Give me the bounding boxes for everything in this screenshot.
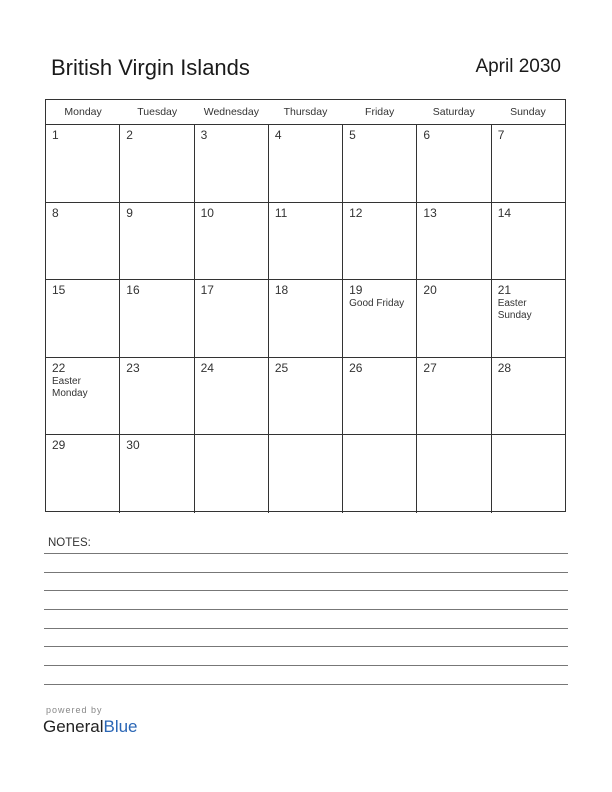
- day-cell: [120, 280, 194, 357]
- day-number: 24: [200, 360, 214, 375]
- brand-general: General: [43, 717, 104, 736]
- day-number: 27: [423, 360, 437, 375]
- day-cell: [417, 203, 491, 280]
- note-line: [44, 684, 568, 685]
- week-row: [46, 125, 565, 203]
- day-number: 4: [274, 128, 282, 142]
- day-number: 6: [423, 128, 431, 142]
- day-cell: [417, 358, 491, 435]
- day-cell: [46, 435, 120, 513]
- day-cell: [195, 280, 269, 357]
- day-number: 26: [349, 360, 363, 375]
- day-cell: [120, 203, 194, 280]
- day-number: 10: [200, 205, 214, 220]
- day-cell: [417, 125, 491, 202]
- day-cell: [492, 280, 565, 357]
- weekday-label: Sunday: [510, 106, 546, 118]
- weekday-label: Saturday: [432, 106, 475, 118]
- day-number: 18: [274, 283, 289, 298]
- day-number: 9: [126, 205, 133, 220]
- day-cell: [195, 435, 269, 513]
- powered-by-label: powered by: [46, 705, 103, 715]
- day-number: 8: [52, 205, 59, 220]
- day-cell: [492, 435, 565, 513]
- day-number: 5: [349, 128, 356, 142]
- day-cell: [343, 435, 417, 513]
- day-cell: [46, 203, 120, 280]
- day-cell: [343, 280, 417, 357]
- week-row: [46, 203, 565, 281]
- note-line: [44, 609, 568, 610]
- day-number: 7: [497, 128, 505, 142]
- day-cell: [417, 280, 491, 357]
- day-number: 11: [274, 205, 288, 220]
- holiday-label: Easter Monday: [52, 375, 88, 399]
- generalblue-logo[interactable]: [43, 717, 138, 737]
- day-cell: [195, 125, 269, 202]
- notes-label: NOTES:: [48, 537, 91, 549]
- day-number: 30: [126, 438, 140, 453]
- note-line: [44, 590, 568, 591]
- note-line: [44, 553, 568, 554]
- note-line: [44, 646, 568, 647]
- weekday-label: Tuesday: [137, 106, 178, 118]
- day-cell: [120, 435, 194, 513]
- day-number: 13: [423, 205, 437, 220]
- week-row: [46, 435, 565, 513]
- day-cell: [343, 203, 417, 280]
- holiday-label: Good Friday: [349, 298, 405, 310]
- note-line: [44, 628, 568, 629]
- day-number: 16: [126, 283, 140, 298]
- brand-blue: Blue: [103, 717, 138, 736]
- day-number: 21: [497, 283, 512, 298]
- day-cell: [269, 203, 343, 280]
- day-number: 23: [126, 360, 140, 375]
- day-cell: [46, 125, 120, 202]
- month-label: April 2030: [475, 56, 561, 77]
- calendar-grid: [45, 99, 566, 512]
- day-cell: [269, 435, 343, 513]
- day-number: 17: [200, 283, 214, 298]
- day-number: 12: [349, 205, 363, 220]
- day-cell: [195, 358, 269, 435]
- day-cell: [492, 203, 565, 280]
- day-number: 28: [497, 360, 512, 375]
- note-line: [44, 572, 568, 573]
- week-row: [46, 280, 565, 358]
- day-number: 1: [52, 128, 59, 142]
- day-number: 29: [52, 438, 66, 453]
- day-cell: [46, 280, 120, 357]
- day-number: 22: [52, 360, 66, 375]
- day-cell: [269, 358, 343, 435]
- day-cell: [492, 125, 565, 202]
- weekday-label: Friday: [365, 106, 395, 118]
- weekday-label: Thursday: [283, 106, 328, 118]
- day-number: 25: [274, 360, 289, 375]
- day-number: 15: [52, 283, 66, 298]
- day-cell: [492, 358, 565, 435]
- day-cell: [417, 435, 491, 513]
- day-cell: [120, 358, 194, 435]
- day-cell: [195, 203, 269, 280]
- weekday-label: Wednesday: [203, 106, 259, 118]
- day-cell: [269, 125, 343, 202]
- day-cell: [120, 125, 194, 202]
- day-number: 20: [423, 283, 437, 298]
- day-number: 19: [349, 283, 363, 298]
- page-title: British Virgin Islands: [51, 55, 250, 80]
- day-number: 2: [126, 128, 133, 142]
- day-cell: [343, 125, 417, 202]
- note-line: [44, 665, 568, 666]
- day-cell: [343, 358, 417, 435]
- weekday-label: Monday: [64, 106, 102, 118]
- holiday-label: Easter Sunday: [497, 298, 532, 322]
- day-number: 14: [497, 205, 512, 220]
- day-cell: [269, 280, 343, 357]
- week-row: [46, 358, 565, 436]
- weekday-header: [46, 100, 565, 125]
- day-cell: [46, 358, 120, 435]
- day-number: 3: [200, 128, 208, 142]
